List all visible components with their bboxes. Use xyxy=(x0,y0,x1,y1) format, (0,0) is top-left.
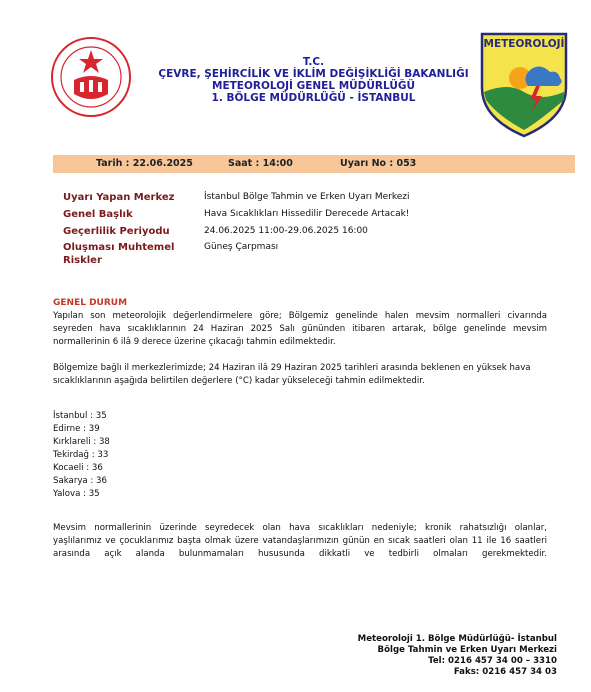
city-temp-yalova: Yalova : 35 xyxy=(53,489,100,499)
paragraph-2-line-2: sıcaklıklarının aşağıda belirtilen değerlere (°C) kadar yükseleceği tahmin edilmektedir. xyxy=(53,376,425,386)
paragraph-1-line-1: Yapılan son meteorolojik değerlendirmelere göre; Bölgemiz genelinde halen mevsim normalleri civarında xyxy=(53,311,547,321)
paragraph-3-line-2: yaşlılarımız ve çocuklarımız başta olmak üzere vatandaşlarımızın günün en sıcak saatleri olan 11 ile 16 saatleri xyxy=(53,536,547,546)
detail-value-center: İstanbul Bölge Tahmin ve Erken Uyarı Merkezi xyxy=(204,192,410,202)
warning-date: Tarih : 22.06.2025 xyxy=(96,158,193,169)
header-directorate: METEOROLOJİ GENEL MÜDÜRLÜĞÜ xyxy=(212,80,415,92)
paragraph-1-line-2: seyreden hava sıcaklıklarının 24 Haziran 2025 Salı gününden itibaren artarak, bölge genelinde mevsim xyxy=(53,324,547,334)
footer-fax: Faks: 0216 457 34 03 xyxy=(453,667,557,677)
city-temp-edirne: Edirne : 39 xyxy=(53,424,100,434)
header-regional: 1. BÖLGE MÜDÜRLÜĞÜ - İSTANBUL xyxy=(211,92,416,104)
detail-value-title: Hava Sıcaklıkları Hissedilir Derecede Artacak! xyxy=(204,209,410,219)
meteoroloji-logo-text: METEOROLOJİ xyxy=(483,38,565,50)
warning-number: Uyarı No : 053 xyxy=(340,158,417,169)
city-temp-kocaeli: Kocaeli : 36 xyxy=(53,463,103,473)
detail-label-title: Genel Başlık xyxy=(63,209,133,220)
warning-time: Saat : 14:00 xyxy=(228,158,293,169)
detail-value-period: 24.06.2025 11:00-29.06.2025 16:00 xyxy=(204,226,368,236)
paragraph-3-line-1: Mevsim normallerinin üzerinde seyredecek olan hava sıcaklıkları nedeniyle; kronik rahatsızlığı olanlar, xyxy=(53,523,547,533)
header-ministry: ÇEVRE, ŞEHİRCİLİK VE İKLİM DEĞİŞİKLİĞİ BAKANLIĞI xyxy=(158,68,469,80)
paragraph-3-line-3: arasında açık alanda bulunmamaları hususunda dikkatli ve tedbirli olmaları gerekmektedir. xyxy=(53,549,547,559)
detail-label-period: Geçerlilik Periyodu xyxy=(63,226,170,237)
city-temp-sakarya: Sakarya : 36 xyxy=(53,476,107,486)
city-temp-tekirdag: Tekirdağ : 33 xyxy=(53,450,109,460)
detail-label-center: Uyarı Yapan Merkez xyxy=(63,192,175,203)
footer-line-2: Bölge Tahmin ve Erken Uyarı Merkezi xyxy=(377,645,557,655)
paragraph-1-line-3: normallerinin 6 ilâ 9 derece üzerine çıkacağı tahmin edilmektedir. xyxy=(53,337,336,347)
city-temp-kirklareli: Kırklareli : 38 xyxy=(53,437,110,447)
city-temp-istanbul: İstanbul : 35 xyxy=(53,411,107,421)
detail-label-risks-line2: Riskler xyxy=(63,255,102,266)
footer-line-1: Meteoroloji 1. Bölge Müdürlüğü- İstanbul xyxy=(357,634,557,644)
detail-label-risks-line1: Oluşması Muhtemel xyxy=(63,242,175,253)
paragraph-2-line-1: Bölgemize bağlı il merkezlerimizde; 24 Haziran ilâ 29 Haziran 2025 tarihleri arasında beklenen en yüksek hava xyxy=(53,363,531,373)
header-tc: T.C. xyxy=(302,56,325,68)
section-title: GENEL DURUM xyxy=(53,298,128,308)
detail-value-risks: Güneş Çarpması xyxy=(204,242,279,252)
footer-phone: Tel: 0216 457 34 00 – 3310 xyxy=(428,656,557,666)
meteoroloji-logo xyxy=(478,30,570,138)
